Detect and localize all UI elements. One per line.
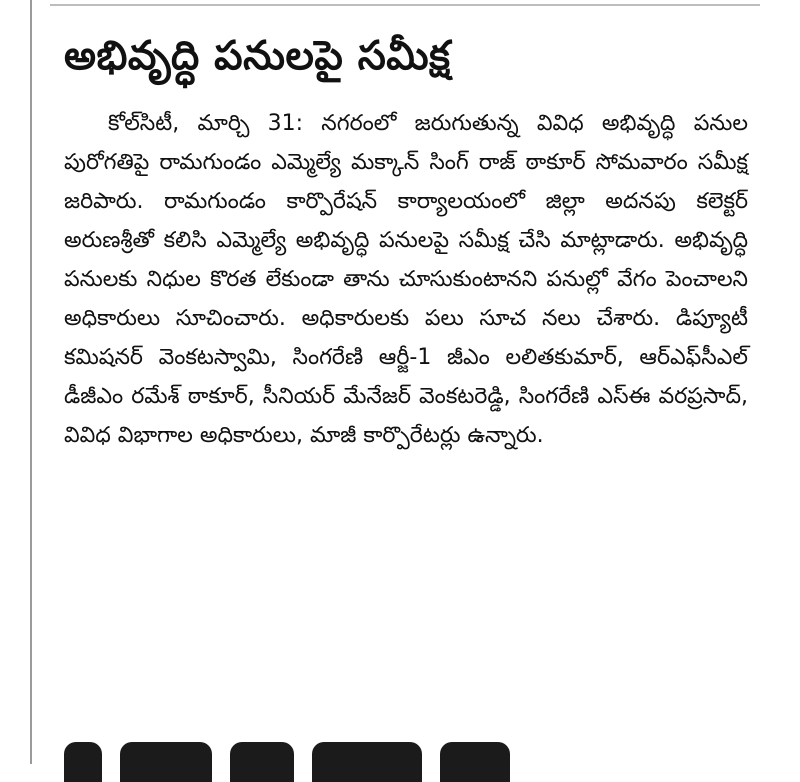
news-article [64, 24, 748, 455]
top-divider-line [50, 4, 760, 6]
next-article-headline-fragment [64, 742, 544, 782]
article-body: కోల్‌సిటీ, మార్చి 31: నగరంలో జరుగుతున్న వివిధ అభివృద్ధి పనుల పురోగతిపై రామగుండం ఎమ్మెల్యే మక్కాన్ సింగ్ రాజ్ ఠాకూర్ సోమవారం సమీక్ష జరిపారు. రామగుండం కార్పొరేషన్ కార్యాలయంలో జిల్లా అదనపు కలెక్టర్ అరుణశ్రీతో కలిసి ఎమ్మెల్యే అభివృద్ధి పనులపై సమీక్ష చేసి మాట్లాడారు. అభివృద్ధి పనులకు నిధుల కొరత లేకుండా తాను చూసుకుంటానని పనుల్లో వేగం పెంచాలని అధికారులు సూచించారు. అధికారులకు పలు సూచ నలు చేశారు. డిప్యూటీ కమిషనర్ వెంకటస్వామి, సింగరేణి ఆర్జీ-1 జీఎం లలితకుమార్, ఆర్ఎఫ్‌సీఎల్ డీజీఎం రమేశ్ ఠాకూర్, సీనియర్ మేనేజర్ వెంకటరెడ్డి, సింగరేణి ఎస్ఈ వరప్రసాద్, వివిధ విభాగాల అధికారులు, మాజీ కార్పొరేటర్లు ఉన్నారు. [64, 111, 748, 448]
column-divider-line [30, 0, 32, 764]
article-headline: అభివృద్ధి పనులపై సమీక్ష [64, 33, 451, 79]
